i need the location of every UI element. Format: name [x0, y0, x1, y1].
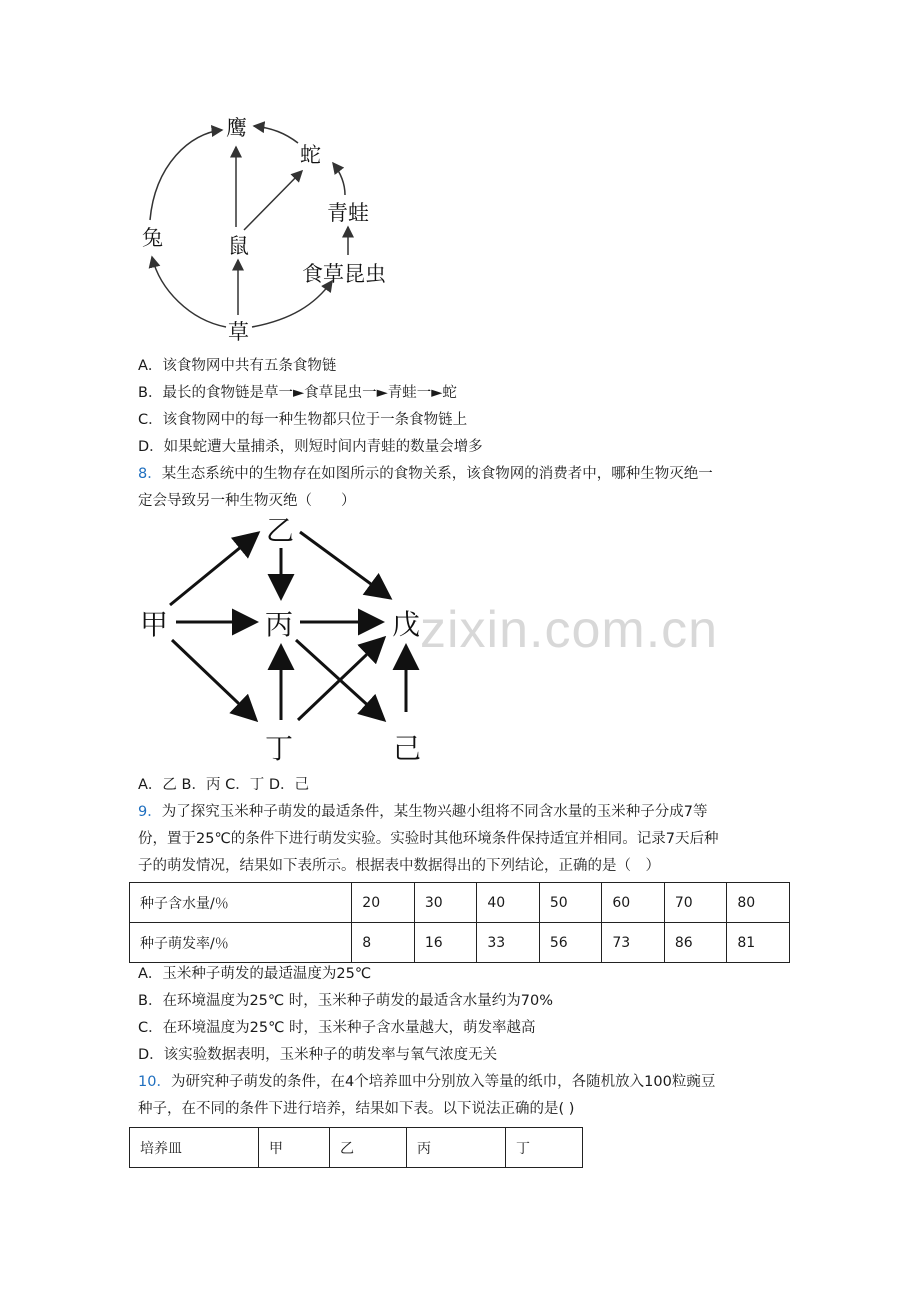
table-cell: 60: [602, 883, 665, 923]
q7-option-a: A．该食物网中共有五条食物链: [138, 358, 337, 374]
label-insect: 食草昆虫: [302, 262, 386, 286]
arrow-frog-snake: [333, 163, 345, 195]
arrow-snake-eagle: [254, 126, 298, 143]
q9-stem-line3: 子的萌发情况，结果如下表所示。根据表中数据得出的下列结论，正确的是（ ）: [138, 858, 660, 874]
q10-data-table: [129, 1127, 583, 1168]
q9-data-table: [129, 882, 790, 963]
table-cell: 33: [477, 923, 540, 963]
q10-stem-text1: 为研究种子萌发的条件，在4个培养皿中分别放入等量的纸巾，各随机放入100粒豌豆: [170, 1074, 716, 1090]
q9-number: 9．: [138, 804, 162, 820]
table-cell: 56: [539, 923, 602, 963]
label-mouse: 鼠: [228, 234, 249, 258]
label-wu: 戊: [392, 608, 421, 641]
q8-options: A．乙 B．丙 C．丁 D．己: [138, 777, 309, 793]
arrow-jia-ding: [172, 640, 256, 720]
q7-option-c: C．该食物网中的每一种生物都只位于一条食物链上: [138, 412, 468, 428]
q8-stem-text1: 某生态系统中的生物存在如图所示的食物关系，该食物网的消费者中，哪种生物灭绝一: [161, 466, 713, 482]
table-cell: 培养皿: [130, 1128, 259, 1168]
label-eagle: 鹰: [226, 116, 247, 140]
q8-stem-line1: [138, 464, 713, 484]
q7-option-b: B．最长的食物链是草一►食草昆虫一►青蛙一►蛇: [138, 385, 457, 401]
table-cell: 81: [727, 923, 790, 963]
food-web-diagram-q7: [140, 105, 410, 350]
q9-stem-line2: 份，置于25℃的条件下进行萌发实验。实验时其他环境条件保持适宜并相同。记录7天后种: [138, 831, 719, 847]
arrow-rabbit-eagle: [150, 130, 222, 220]
table-cell: 73: [602, 923, 665, 963]
table-row: [130, 1128, 583, 1168]
q10-stem-line2: 种子，在不同的条件下进行培养，结果如下表。以下说法正确的是( ): [138, 1101, 575, 1117]
table-cell: 20: [352, 883, 415, 923]
table-cell: 40: [477, 883, 540, 923]
q10-stem-line1: [138, 1072, 715, 1092]
label-frog: 青蛙: [327, 201, 369, 225]
q9-option-a: A．玉米种子萌发的最适温度为25℃: [138, 966, 372, 982]
watermark: zixin.com.cn: [420, 601, 719, 659]
table-cell: 70: [664, 883, 727, 923]
label-yi: 乙: [266, 514, 295, 547]
table-row: [130, 923, 790, 963]
arrow-jia-yi: [170, 533, 258, 605]
arrow-grass-rabbit: [152, 257, 226, 327]
table-cell: 80: [727, 883, 790, 923]
label-snake: 蛇: [300, 143, 321, 167]
q8-number: 8．: [138, 466, 162, 482]
label-rabbit: 兔: [142, 226, 163, 250]
food-web-diagram-q8: [138, 510, 438, 770]
q7-option-d: D．如果蛇遭大量捕杀，则短时间内青蛙的数量会增多: [138, 439, 483, 455]
q9-stem-text1: 为了探究玉米种子萌发的最适条件，某生物兴趣小组将不同含水量的玉米种子分成7等: [161, 804, 708, 820]
q9-stem-line1: [138, 802, 707, 822]
q8-stem-line2: 定会导致另一种生物灭绝（ ）: [138, 493, 356, 509]
label-grass: 草: [228, 320, 249, 344]
q9-option-d: D．该实验数据表明，玉米种子的萌发率与氧气浓度无关: [138, 1047, 498, 1063]
table-row: [130, 883, 790, 923]
label-ji: 己: [393, 732, 422, 765]
row1-header: 种子含水量/％: [130, 883, 352, 923]
table-cell: 乙: [330, 1128, 407, 1168]
table-cell: 16: [414, 923, 477, 963]
table-cell: 丁: [506, 1128, 583, 1168]
label-bing: 丙: [265, 608, 294, 641]
q9-option-c: C．在环境温度为25℃ 时，玉米种子含水量越大，萌发率越高: [138, 1020, 536, 1036]
table-cell: 丙: [407, 1128, 506, 1168]
label-ding: 丁: [265, 732, 294, 765]
table-cell: 50: [539, 883, 602, 923]
row2-header: 种子萌发率/％: [130, 923, 352, 963]
arrow-grass-insect: [252, 281, 332, 327]
table-cell: 30: [414, 883, 477, 923]
label-jia: 甲: [140, 608, 169, 641]
arrow-yi-wu: [300, 532, 390, 598]
q10-number: 10．: [138, 1074, 171, 1090]
table-cell: 甲: [259, 1128, 330, 1168]
table-cell: 86: [664, 923, 727, 963]
q9-option-b: B．在环境温度为25℃ 时，玉米种子萌发的最适含水量约为70%: [138, 993, 554, 1009]
arrow-mouse-snake: [244, 171, 302, 230]
table-cell: 8: [352, 923, 415, 963]
